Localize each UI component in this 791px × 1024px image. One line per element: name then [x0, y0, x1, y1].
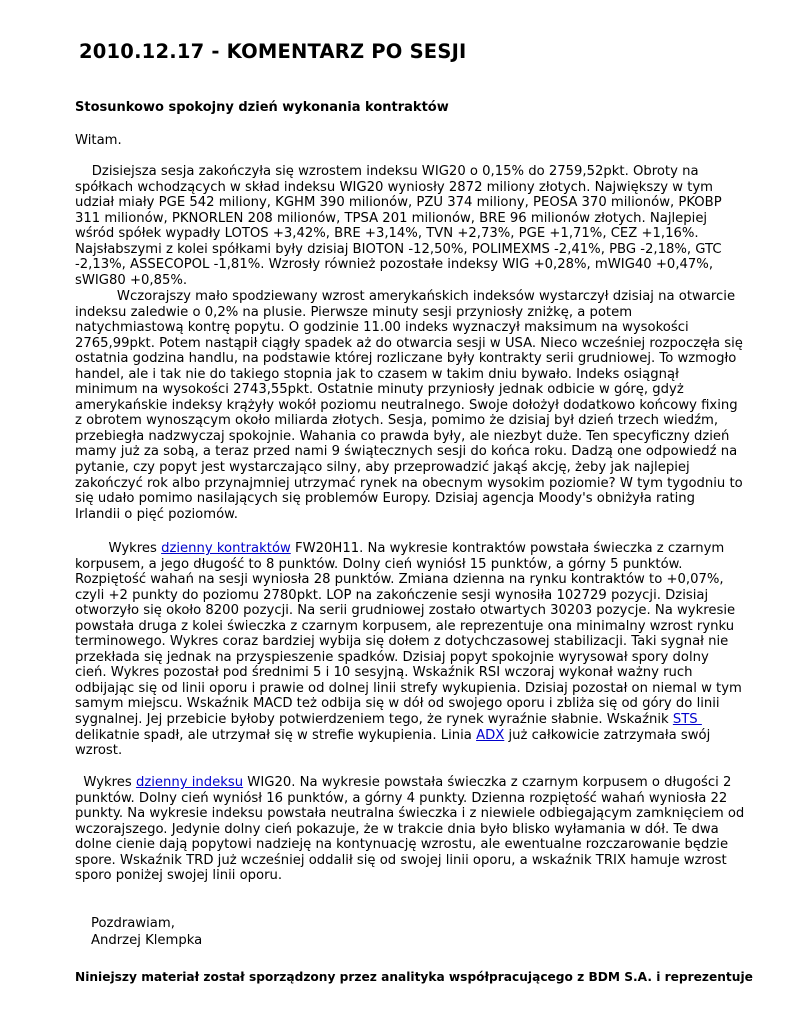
paragraph-line: przekłada się jednak na przyspieszenie spadków. Dzisiaj popyt spokojnie wyrysował spory dolny — [75, 649, 709, 665]
paragraph-line: minimum na wysokości 2743,55pkt. Ostatnie minuty przyniosły jednak odbicie w górę, gdyż — [75, 382, 684, 398]
paragraph-line: powstała druga z kolei świeczka z czarnym korpusem, ale reprezentuje ona minimalny wzrost rynku — [75, 618, 735, 634]
paragraph-line — [75, 712, 743, 728]
paragraph-line: natychmiastową kontrę popytu. O godzinie 11.00 indeks wyznaczył maksimum na wysokości — [75, 320, 689, 336]
paragraph-line: korpusem, a jego długość to 8 punktów. Dolny cień wyniósł 15 punktów, a górny 5 punktów. — [75, 556, 683, 572]
paragraph-text: już całkowicie zatrzymała swój — [504, 727, 711, 743]
index-daily-chart-link[interactable]: dzienny indeksu — [135, 775, 244, 790]
paragraph-line: samym miejscu. Wskaźnik MACD też odbija się w dół od swojego oporu i zbliża się od góry do linii — [75, 696, 720, 712]
paragraph-line: odbijając się od linii oporu i prawie od dolnej linii strefy wykupienia. Dzisiaj pozostał on niemal w tym — [75, 680, 742, 696]
sts-indicator-link[interactable]: STS — [672, 712, 702, 728]
paragraph-line: z obrotem wynoszącym około miliarda złotych. Sesja, pomimo że dzisiaj był dzień trzech wiedźm, — [75, 413, 719, 429]
paragraph-line: wśród spółek wypadły LOTOS +3,42%, BRE +3,14%, TVN +2,73%, PGE +1,71%, CEZ +1,16%. — [75, 226, 699, 242]
paragraph-line: Najsłabszymi z kolei spółkami były dzisiaj BIOTON -12,50%, POLIMEXMS -2,41%, PBG -2,18%, GTC — [75, 241, 722, 257]
author-name: Andrzej Klempka — [91, 932, 203, 948]
paragraph-line: udział miały PGE 542 miliony, KGHM 390 milionów, PZU 374 miliony, PEOSA 370 milionów, PKOBP — [75, 195, 722, 211]
closing-regards: Pozdrawiam, — [91, 916, 175, 931]
closing-signature — [91, 916, 202, 949]
paragraph-text: WIG20. Na wykresie powstała świeczka z czarnym korpusem o długości 2 — [243, 775, 732, 790]
paragraph-line: amerykańskie indeksy krążyły wokół poziomu neutralnego. Swoje dołożył dodatkowo końcowy fixing — [75, 397, 738, 413]
paragraph-text: delikatnie spadł, ale utrzymał się w strefie wykupienia. Linia — [75, 727, 477, 743]
paragraph-line: Dzisiejsza sesja zakończyła się wzrostem indeksu WIG20 o 0,15% do 2759,52pkt. Obroty na — [75, 164, 699, 179]
paragraph-line — [75, 728, 743, 744]
paragraph-line: ostatnia godzina handlu, na podstawie której rozliczane były kontrakty serii grudniowej. To wzmogło — [75, 351, 737, 367]
paragraph-line: spore. Wskaźnik TRD już wcześniej oddalił się od swojej linii oporu, a wskaźnik TRIX hamuje wzrost — [75, 852, 727, 868]
paragraph-text: Wykres — [75, 541, 162, 556]
paragraph-line: 2765,99pkt. Potem nastąpił ciągły spadek aż do otwarcia sesji w USA. Nieco wcześniej rozpoczęła się — [75, 335, 743, 351]
paragraph-line: się udało pomimo nasilających się problemów Europy. Dzisiaj agencja Moody's obniżyła rating — [75, 491, 696, 507]
paragraph-line: -2,13%, ASSECOPOL -1,81%. Wzrosły również pozostałe indeksy WIG +0,28%, mWIG40 +0,47%, — [75, 257, 714, 273]
adx-indicator-link[interactable]: ADX — [476, 727, 505, 743]
paragraph-line: Wczorajszy mało spodziewany wzrost amerykańskich indeksów wystarczył dzisiaj na otwarcie — [75, 289, 736, 304]
paragraph-line: zakończyć rok albo przynajmniej utrzymać rynek na obecnym wysokim poziomie? W tym tygodniu to — [75, 475, 743, 491]
paragraph-line — [75, 775, 743, 791]
paragraph-line: mamy już za sobą, a teraz przed nami 9 świątecznych sesji do końca roku. Dadzą one odpowiedź na — [75, 444, 738, 460]
paragraph-line: sporo poniżej swojej linii oporu. — [75, 868, 283, 884]
article-subtitle: Stosunkowo spokojny dzień wykonania kontraktów — [75, 100, 449, 115]
paragraph-text: FW20H11. Na wykresie kontraktów powstała świeczka z czarnym — [290, 541, 725, 556]
paragraph-line: wczorajszego. Jedynie dolny cień pokazuje, że w trakcie dnia było blisko wyłamania w dół. Te dwa — [75, 821, 719, 837]
disclaimer-text: Niniejszy materiał został sporządzony przez analityka współpracującego z BDM S.A. i reprezentuje — [75, 970, 753, 984]
session-course-paragraph — [75, 289, 743, 522]
paragraph-line: cień. Wykres pozostał pod średnimi 5 i 10 sesyjną. Wskaźnik RSI wczoraj wykonał ważny ruch — [75, 665, 693, 681]
paragraph-line: wzrost. — [75, 743, 123, 759]
session-summary-paragraph — [75, 164, 743, 288]
paragraph-line: spółkach wchodzących w skład indeksu WIG20 wyniosły 2872 miliony złotych. Największy w tym — [75, 179, 714, 195]
paragraph-line: indeksu zaledwie o 0,2% na plusie. Pierwsze minuty sesji przyniosły zniżkę, a potem — [75, 304, 633, 320]
paragraph-line: punktów. Dolny cień wyniósł 16 punktów, a górny 4 punkty. Dzienna rozpiętość wahań wyniosła 22 — [75, 790, 728, 806]
paragraph-line: Irlandii o pięć poziomów. — [75, 506, 238, 522]
page-title: 2010.12.17 - KOMENTARZ PO SESJI — [79, 40, 467, 63]
paragraph-text: sygnalnej. Jej przebicie byłoby potwierdzeniem tego, że rynek wyraźnie słabnie. Wskaźnik — [75, 712, 673, 728]
paragraph-text: Wykres — [75, 775, 136, 790]
futures-daily-chart-link[interactable]: dzienny kontraktów — [161, 541, 291, 556]
paragraph-line: punkty. Na wykresie indeksu powstała neutralna świeczka i z niewiele odbiegającym zamknięciem od — [75, 806, 745, 822]
paragraph-line: czyli +2 punkty do poziomu 2780pkt. LOP na zakończenie sesji wynosiła 102729 pozycji. Dzisiaj — [75, 587, 709, 603]
paragraph-line: handel, ale i tak nie do takiego stopnia jak to czasem w takim dniu bywało. Indeks osiągnął — [75, 366, 679, 382]
paragraph-line: przebiegła nadzwyczaj spokojnie. Wahania co prawda były, ale niezbyt duże. Ten specyficzny dzień — [75, 428, 730, 444]
paragraph-line: Rozpiętość wahań na sesji wyniosła 28 punktów. Zmiana dzienna na rynku kontraktów to +0,07%, — [75, 572, 724, 588]
paragraph-line: 311 milionów, PKNORLEN 208 milionów, TPSA 201 milionów, BRE 96 milionów złotych. Najlepiej — [75, 210, 708, 226]
paragraph-line: sWIG80 +0,85%. — [75, 272, 188, 288]
futures-chart-paragraph — [75, 541, 743, 759]
paragraph-line: otworzyło się około 8200 pozycji. Na serii grudniowej zostało otwartych 30203 pozycje. Na wykresie — [75, 603, 736, 619]
paragraph-line: terminowego. Wykres coraz bardziej wybija się dołem z dotychczasowej stabilizacji. Taki sygnał nie — [75, 634, 729, 650]
paragraph-line: pytanie, czy popyt jest wystarczająco silny, aby przeprowadzić jakąś akcję, żeby jak najlepiej — [75, 460, 690, 476]
paragraph-line: dolne cienie dają popytowi nadzieję na kontynuację wzrostu, ale ewentualne rozczarowanie będzie — [75, 837, 729, 853]
greeting-text: Witam. — [75, 133, 122, 148]
index-chart-paragraph — [75, 775, 743, 884]
paragraph-line — [75, 541, 743, 557]
